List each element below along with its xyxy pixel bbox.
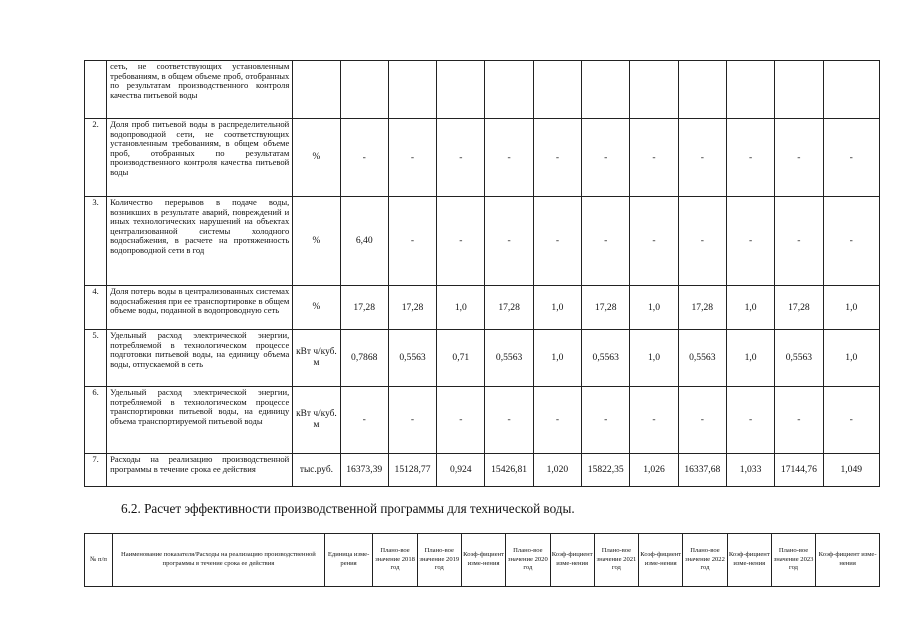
unit-cell: % [293, 119, 340, 197]
value-cell: 1,0 [823, 286, 879, 330]
table-header [85, 534, 880, 587]
row-number: 5. [85, 330, 107, 387]
value-cell: 17,28 [678, 286, 726, 330]
row-number: 4. [85, 286, 107, 330]
header-cell-2023: Плано-вое значение 2023 год [771, 534, 815, 587]
unit-cell: кВт ч/куб. м [293, 330, 340, 387]
unit-cell: кВт ч/куб. м [293, 387, 340, 454]
value-cell: 1,0 [823, 330, 879, 387]
value-cell [340, 61, 388, 119]
row-number: 6. [85, 387, 107, 454]
table-row [85, 454, 880, 487]
efficiency-table-body [85, 61, 880, 487]
value-cell: 1,049 [823, 454, 879, 487]
header-cell-coef: Коэф-фициент изме-нения [639, 534, 683, 587]
value-cell: - [582, 387, 630, 454]
value-cell [582, 61, 630, 119]
value-cell: 17,28 [775, 286, 823, 330]
value-cell: - [533, 387, 581, 454]
row-number: 7. [85, 454, 107, 487]
value-cell: - [823, 197, 879, 286]
value-cell: 1,033 [726, 454, 774, 487]
header-cell-2020: Плано-вое значение 2020 год [506, 534, 550, 587]
header-cell-coef: Коэф-фициент изме-нения [550, 534, 594, 587]
row-number: 2. [85, 119, 107, 197]
value-cell: 1,0 [533, 330, 581, 387]
table-row [85, 119, 880, 197]
value-cell: 1,0 [726, 286, 774, 330]
header-cell-coef: Коэф-фициент изме-нения [461, 534, 505, 587]
indicator-name: Доля потерь воды в централизованных системах водоснабжения при ее транспортировке в общем объеме воды, поданной в водопроводную сеть [107, 286, 293, 330]
value-cell: 1,0 [630, 286, 678, 330]
value-cell: 0,5563 [678, 330, 726, 387]
value-cell: 0,5563 [388, 330, 436, 387]
value-cell: - [485, 387, 533, 454]
row-number: 3. [85, 197, 107, 286]
value-cell: 17,28 [485, 286, 533, 330]
row-number [85, 61, 107, 119]
value-cell: - [678, 197, 726, 286]
header-cell-indicator: Наименование показателя/Расходы на реализацию производственной программы в течение срока ее действия [113, 534, 325, 587]
value-cell: - [775, 197, 823, 286]
value-cell: - [533, 119, 581, 197]
value-cell: 15426,81 [485, 454, 533, 487]
value-cell: 0,5563 [485, 330, 533, 387]
value-cell: 1,020 [533, 454, 581, 487]
value-cell [388, 61, 436, 119]
value-cell: - [533, 197, 581, 286]
value-cell: - [726, 119, 774, 197]
unit-cell: % [293, 286, 340, 330]
value-cell [630, 61, 678, 119]
value-cell: 0,5563 [775, 330, 823, 387]
value-cell: - [630, 119, 678, 197]
value-cell: - [340, 387, 388, 454]
value-cell: 17,28 [340, 286, 388, 330]
value-cell: 17,28 [388, 286, 436, 330]
header-cell-2019: Плано-вое значение 2019 год [417, 534, 461, 587]
value-cell: 1,0 [630, 330, 678, 387]
value-cell: 1,0 [726, 330, 774, 387]
value-cell: 15128,77 [388, 454, 436, 487]
value-cell: 0,7868 [340, 330, 388, 387]
value-cell [533, 61, 581, 119]
value-cell: - [726, 387, 774, 454]
value-cell: - [630, 197, 678, 286]
value-cell: 15822,35 [582, 454, 630, 487]
value-cell: 1,0 [437, 286, 485, 330]
value-cell: - [678, 119, 726, 197]
header-row [85, 534, 880, 587]
header-cell-2022: Плано-вое значение 2022 год [683, 534, 727, 587]
value-cell: - [437, 387, 485, 454]
value-cell: 1,0 [533, 286, 581, 330]
value-cell: 17,28 [582, 286, 630, 330]
value-cell: - [775, 119, 823, 197]
value-cell: 0,5563 [582, 330, 630, 387]
value-cell: 0,924 [437, 454, 485, 487]
table-row [85, 61, 880, 119]
value-cell: - [388, 387, 436, 454]
header-cell-coef: Коэф-фициент изме-нения [816, 534, 880, 587]
value-cell: - [437, 197, 485, 286]
value-cell: - [388, 197, 436, 286]
unit-cell [293, 61, 340, 119]
header-cell-2018: Плано-вое значение 2018 год [373, 534, 417, 587]
value-cell [437, 61, 485, 119]
value-cell: - [582, 119, 630, 197]
table-row [85, 197, 880, 286]
value-cell: - [388, 119, 436, 197]
indicator-name: Удельный расход электрической энергии, потребляемой в технологическом процессе подготовки питьевой воды, на единицу объема воды, отпускаемой в сеть [107, 330, 293, 387]
value-cell: 16373,39 [340, 454, 388, 487]
value-cell: - [340, 119, 388, 197]
value-cell: - [775, 387, 823, 454]
table-row [85, 330, 880, 387]
indicator-name: Удельный расход электрической энергии, потребляемой в технологическом процессе транспортировки питьевой воды, на единицу объема транспортируемой питьевой воды [107, 387, 293, 454]
value-cell: - [726, 197, 774, 286]
value-cell: - [485, 197, 533, 286]
value-cell: - [630, 387, 678, 454]
value-cell: - [437, 119, 485, 197]
value-cell [485, 61, 533, 119]
value-cell: 1,026 [630, 454, 678, 487]
section-heading: 6.2. Расчет эффективности производственной программы для технической воды. [121, 501, 575, 516]
efficiency-table-technical-water [84, 533, 880, 587]
value-cell [678, 61, 726, 119]
header-cell-coef: Коэф-фициент изме-нения [727, 534, 771, 587]
indicator-name: Расходы на реализацию производственной программы в течение срока ее действия [107, 454, 293, 487]
indicator-name: Количество перерывов в подаче воды, возникших в результате аварий, повреждений и иных технологических нарушений на объектах централизованной системы холодного водоснабжения, в расчете на протяженность водопроводной сети в год [107, 197, 293, 286]
unit-cell: % [293, 197, 340, 286]
indicator-name: сеть, не соответствующих установленным требованиям, в общем объеме проб, отобранных по результатам производственного контроля качества питьевой воды [107, 61, 293, 119]
value-cell: - [678, 387, 726, 454]
value-cell: 16337,68 [678, 454, 726, 487]
value-cell [726, 61, 774, 119]
value-cell: - [485, 119, 533, 197]
table-row [85, 286, 880, 330]
value-cell: 0,71 [437, 330, 485, 387]
value-cell [823, 61, 879, 119]
table-row [85, 387, 880, 454]
value-cell: 6,40 [340, 197, 388, 286]
unit-cell: тыс.руб. [293, 454, 340, 487]
indicator-name: Доля проб питьевой воды в распределительной водопроводной сети, не соответствующих установленным требованиям, в общем объеме проб, отобранных по результатам производственного контроля качества питьевой воды [107, 119, 293, 197]
value-cell [775, 61, 823, 119]
value-cell: - [823, 387, 879, 454]
value-cell: 17144,76 [775, 454, 823, 487]
header-cell-2021: Плано-вое значение 2021 год [594, 534, 638, 587]
header-cell-number: № п/п [85, 534, 113, 587]
value-cell: - [582, 197, 630, 286]
value-cell: - [823, 119, 879, 197]
header-cell-unit: Единица изме-рения [324, 534, 373, 587]
efficiency-table-drinking-water [84, 60, 880, 487]
